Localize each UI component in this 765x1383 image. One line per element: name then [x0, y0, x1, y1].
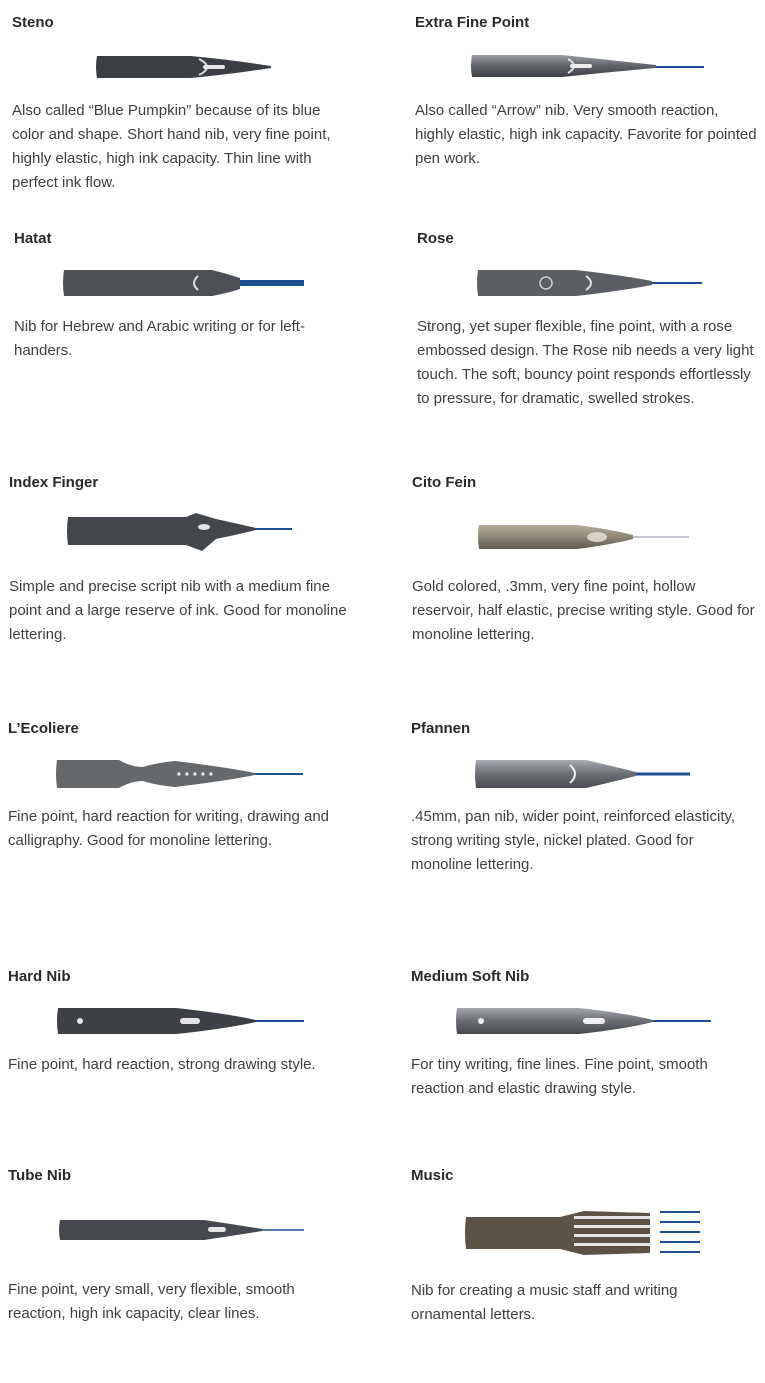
nib-description: Fine point, very small, very flexible, smooth reaction, high ink capacity, clear lines. — [8, 1281, 295, 1322]
nib-card-rose-text — [417, 315, 762, 411]
nib-title: Medium Soft Nib — [411, 968, 530, 985]
index-finger-nib-icon — [66, 511, 296, 551]
nib-card-rose — [417, 230, 762, 247]
nib-title: Hard Nib — [8, 968, 71, 985]
nib-title: Hatat — [14, 230, 52, 247]
medium-soft-nib-icon — [455, 1005, 715, 1037]
nib-card-cito-fein-text — [412, 575, 757, 647]
nib-card-extra-fine-point-text — [415, 99, 760, 171]
nib-card-hard-nib — [8, 968, 353, 985]
nib-card-tube-nib — [8, 1167, 353, 1184]
hard-nib-icon — [56, 1005, 306, 1037]
nib-card-tube-nib-text — [8, 1278, 353, 1326]
nib-card-lecoliere-text — [8, 805, 353, 853]
pfannen-nib-icon — [474, 757, 692, 791]
nib-description: Nib for creating a music staff and writing ornamental letters. — [411, 1282, 678, 1323]
nib-description: Gold colored, .3mm, very fine point, hollow reservoir, half elastic, precise writing style. Good for monoline lettering. — [412, 578, 755, 643]
nib-card-hatat — [14, 230, 359, 247]
nib-description: Also called “Blue Pumpkin” because of its blue color and shape. Short hand nib, very fine point, highly elastic, high ink capacity. Thin line with perfect ink flow. — [12, 102, 331, 191]
nib-card-index-finger-text — [9, 575, 354, 647]
lecoliere-nib-icon — [55, 757, 305, 791]
nib-card-index-finger — [9, 474, 354, 491]
nib-title: Steno — [12, 14, 54, 31]
nib-title: Music — [411, 1167, 454, 1184]
nib-card-medium-soft-nib — [411, 968, 756, 985]
cito-fein-nib-icon — [477, 521, 693, 553]
nib-description: .45mm, pan nib, wider point, reinforced elasticity, strong writing style, nickel plated. Good for monoline lettering. — [411, 808, 736, 873]
hatat-nib-icon — [62, 267, 308, 301]
nib-title: Tube Nib — [8, 1167, 72, 1184]
nib-description: Fine point, hard reaction for writing, drawing and calligraphy. Good for monoline lettering. — [8, 808, 330, 849]
nib-description: For tiny writing, fine lines. Fine point, smooth reaction and elastic drawing style. — [411, 1056, 708, 1097]
nib-card-medium-soft-nib-text — [411, 1053, 756, 1101]
nib-card-pfannen — [411, 720, 756, 737]
nib-description: Strong, yet super flexible, fine point, with a rose embossed design. The Rose nib needs a very light touch. The soft, bouncy point responds effortlessly to pressure, for dramatic, swelled strokes. — [417, 318, 754, 407]
nib-card-cito-fein — [412, 474, 757, 491]
nib-card-music — [411, 1167, 756, 1184]
nib-card-steno — [12, 14, 357, 31]
nib-title: L’Ecoliere — [8, 720, 79, 737]
nib-card-music-text — [411, 1279, 756, 1327]
nib-card-hard-nib-text — [8, 1053, 353, 1077]
nib-title: Rose — [417, 230, 454, 247]
extra-fine-point-nib-icon — [470, 50, 710, 84]
nib-description: Also called “Arrow” nib. Very smooth reaction, highly elastic, high ink capacity. Favorite for pointed pen work. — [415, 102, 757, 167]
nib-card-hatat-text — [14, 315, 359, 363]
nib-title: Cito Fein — [412, 474, 477, 491]
nib-card-steno-text — [12, 99, 357, 195]
tube-nib-icon — [58, 1215, 306, 1245]
steno-nib-icon — [95, 50, 275, 84]
nib-description: Nib for Hebrew and Arabic writing or for left-handers. — [14, 318, 305, 359]
nib-card-lecoliere — [8, 720, 353, 737]
nib-title: Index Finger — [9, 474, 99, 491]
music-nib-icon — [464, 1205, 704, 1261]
nib-title: Extra Fine Point — [415, 14, 530, 31]
nib-description: Simple and precise script nib with a medium fine point and a large reserve of ink. Good for monoline lettering. — [9, 578, 347, 643]
nib-card-pfannen-text — [411, 805, 756, 877]
nib-card-extra-fine-point — [415, 14, 760, 31]
rose-nib-icon — [476, 266, 706, 300]
nib-title: Pfannen — [411, 720, 471, 737]
nib-description: Fine point, hard reaction, strong drawing style. — [8, 1056, 316, 1073]
